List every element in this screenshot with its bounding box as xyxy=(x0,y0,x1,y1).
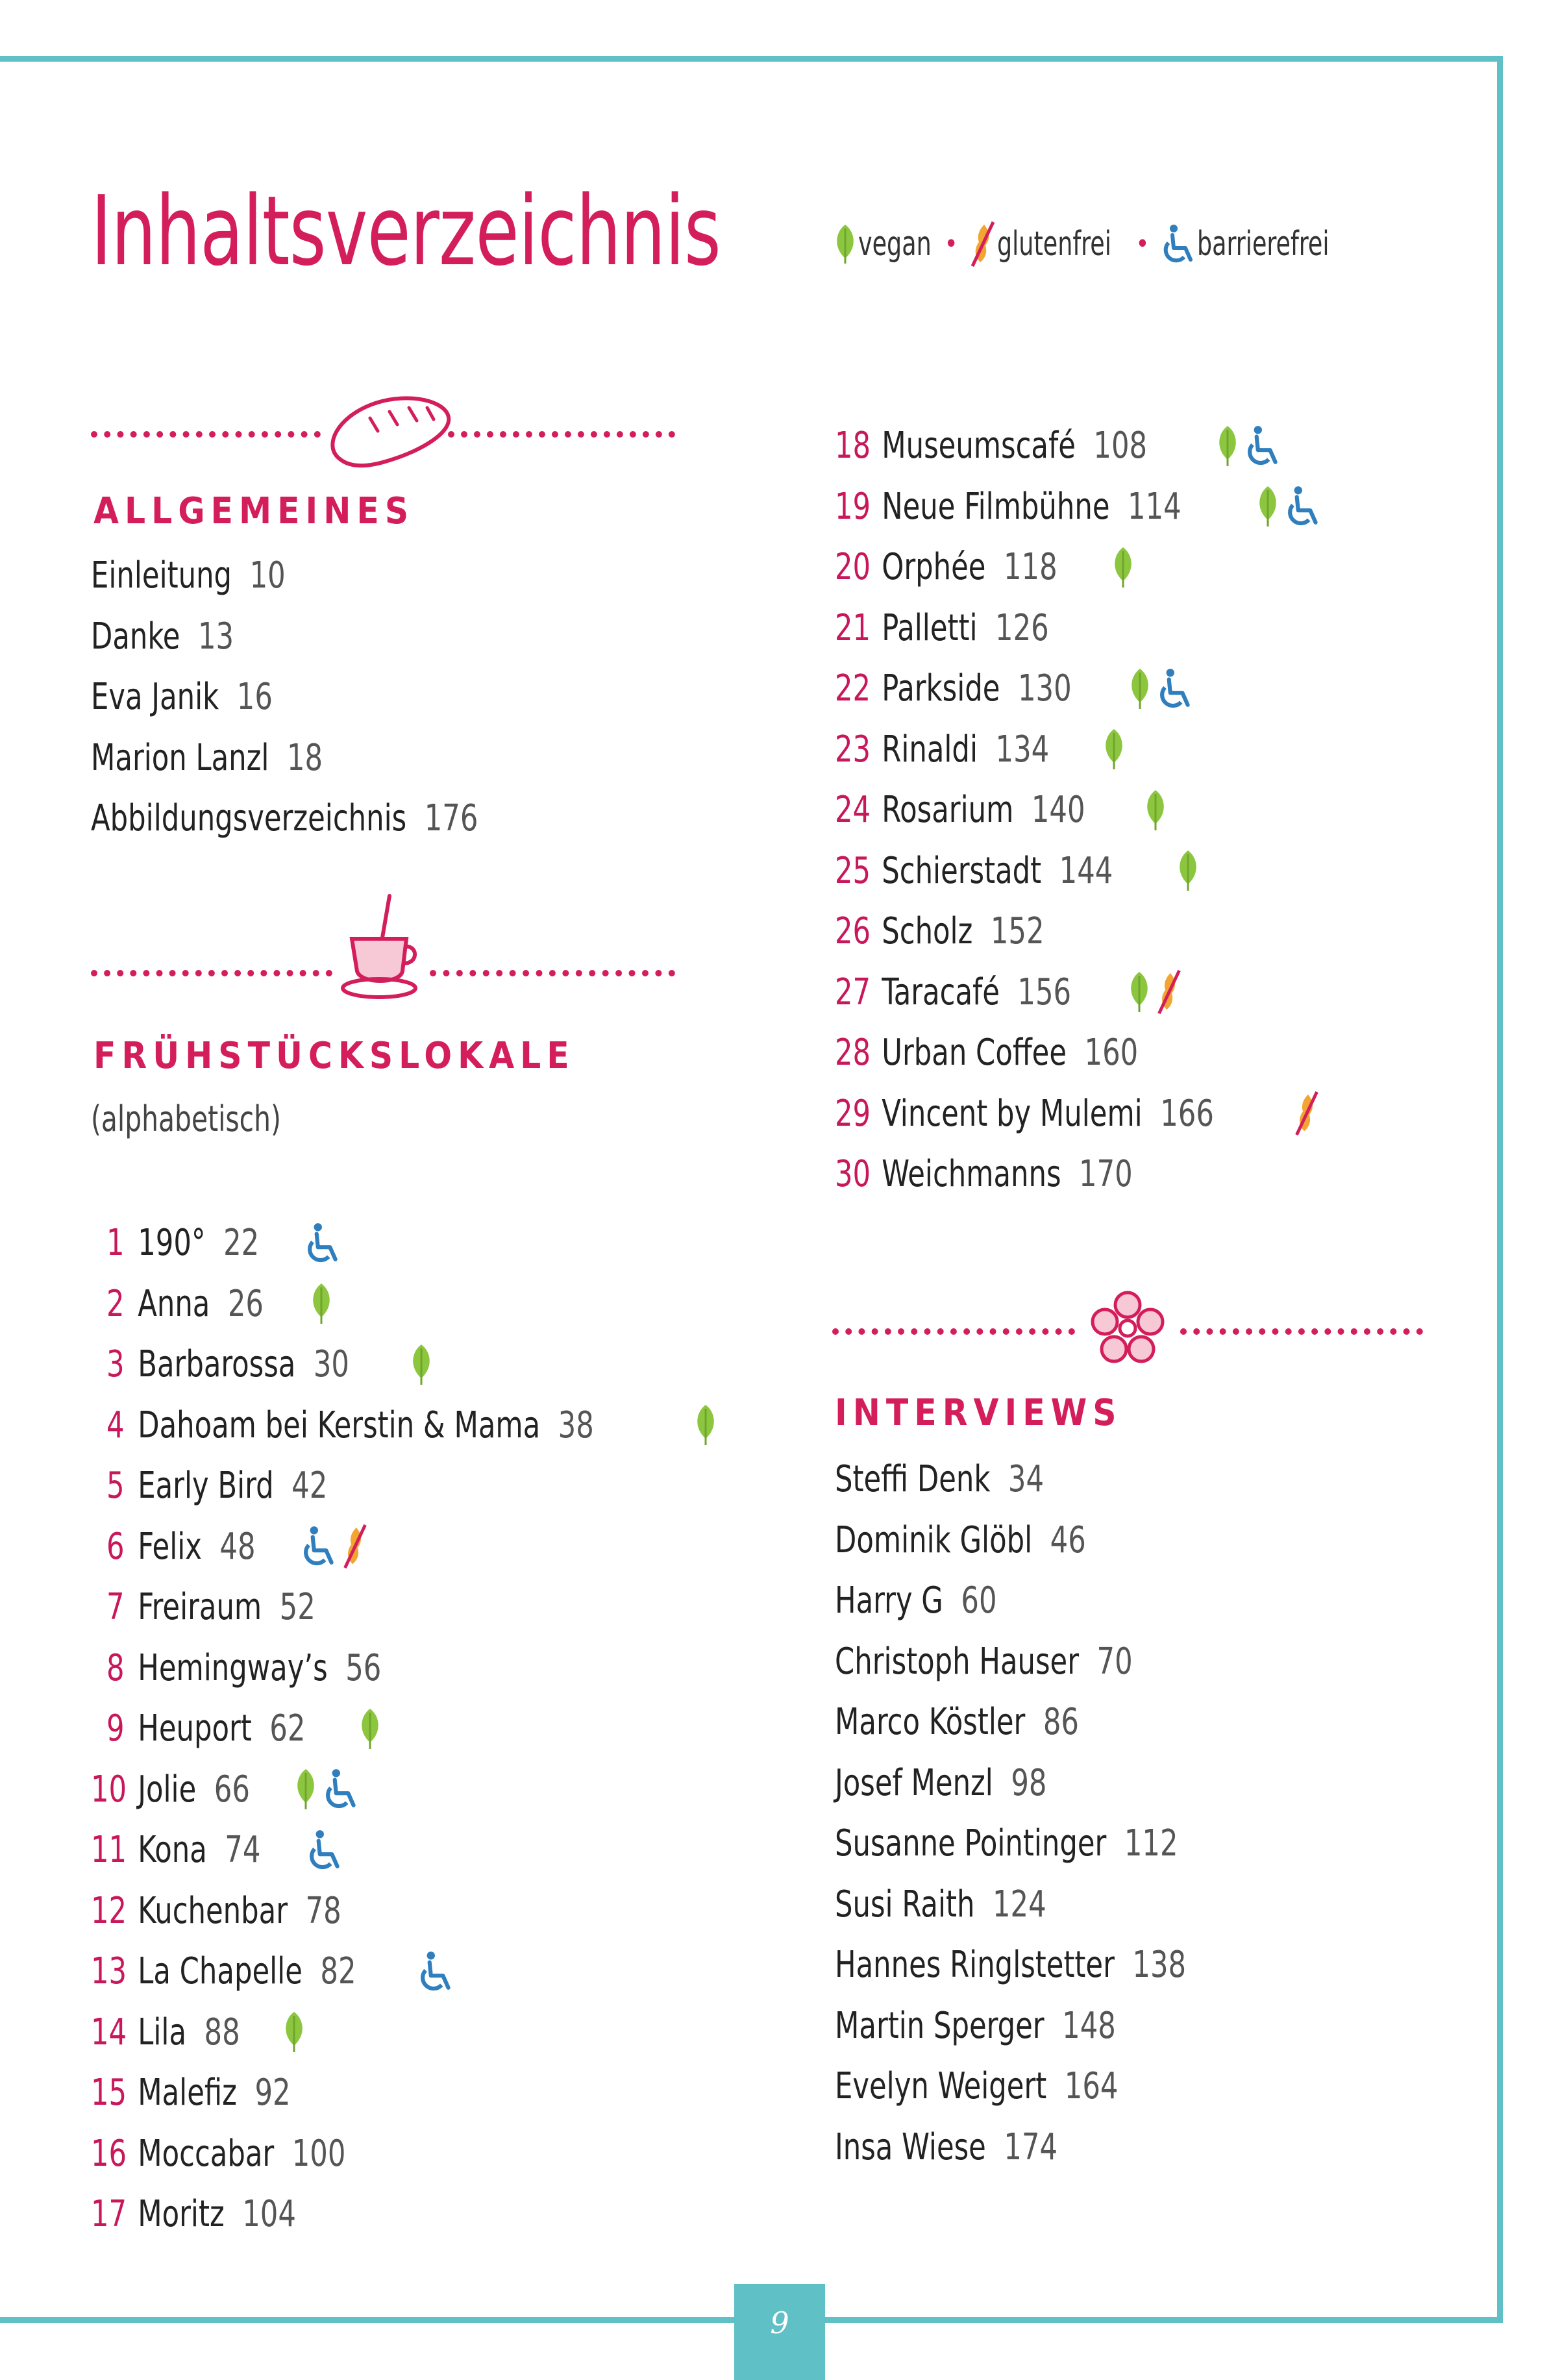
entry-page: 140 xyxy=(1031,789,1085,832)
entry-page: 82 xyxy=(320,1950,356,1993)
entry-number: 11 xyxy=(91,1829,127,1872)
entry-name: Evelyn Weigert xyxy=(835,2065,1047,2108)
list-item[interactable] xyxy=(91,1759,719,1820)
leaf-icon xyxy=(308,1282,334,1325)
entry-name: Christoph Hauser xyxy=(835,1640,1080,1683)
entry-number: 12 xyxy=(91,1889,127,1932)
entry-page: 148 xyxy=(1062,2004,1116,2047)
entry-number: 26 xyxy=(835,910,871,953)
list-item[interactable] xyxy=(91,1456,719,1517)
entry-name: Moccabar xyxy=(138,2132,275,2175)
entry-name: Vincent by Mulemi xyxy=(882,1092,1143,1135)
gluten-free-icon xyxy=(1292,1091,1321,1136)
entry-number: 30 xyxy=(835,1153,871,1196)
list-item[interactable] xyxy=(91,1395,719,1456)
entry-name: Museumscafé xyxy=(882,425,1076,467)
entry-text xyxy=(91,1586,315,1628)
wheelchair-icon xyxy=(321,1768,360,1811)
entry-text xyxy=(91,615,234,658)
entry-text xyxy=(91,2072,291,2114)
entry-text xyxy=(835,850,1113,892)
entry-number: 9 xyxy=(106,1707,125,1750)
entry-text xyxy=(835,728,1049,771)
entry-text xyxy=(835,789,1085,831)
entry-page: 114 xyxy=(1128,485,1181,528)
entry-page: 160 xyxy=(1084,1032,1139,1074)
entry-number: 27 xyxy=(835,971,871,1013)
entry-text xyxy=(835,1944,1186,1986)
list-item[interactable] xyxy=(835,1084,1322,1145)
entry-number: 19 xyxy=(835,485,871,528)
entry-page: 10 xyxy=(249,554,286,597)
entry-text xyxy=(91,1404,594,1446)
list-item[interactable] xyxy=(91,1881,719,1942)
entry-page: 100 xyxy=(291,2132,346,2175)
entry-name: Neue Filmbühne xyxy=(882,485,1110,528)
entry-number: 7 xyxy=(106,1586,125,1629)
list-item[interactable] xyxy=(91,1274,719,1335)
list-item[interactable] xyxy=(835,901,1322,962)
entry-text xyxy=(835,486,1181,528)
entry-text xyxy=(835,971,1071,1013)
entry-text xyxy=(91,1222,259,1264)
coffee-cup-icon xyxy=(339,893,423,1004)
entry-page: 34 xyxy=(1008,1458,1045,1501)
entry-markers xyxy=(1127,667,1194,710)
entry-text xyxy=(91,676,273,718)
entry-text xyxy=(91,1829,260,1871)
entry-name: Scholz xyxy=(882,910,973,953)
entry-markers xyxy=(357,1707,383,1750)
entry-number: 13 xyxy=(91,1950,127,1993)
entry-name: Eva Janik xyxy=(91,676,219,719)
list-item[interactable] xyxy=(91,1517,719,1578)
entry-markers xyxy=(1255,485,1322,528)
entry-page: 86 xyxy=(1043,1701,1079,1744)
entry-text xyxy=(835,1093,1214,1135)
list-item[interactable] xyxy=(835,598,1322,659)
entry-markers xyxy=(1143,789,1168,832)
list-item[interactable] xyxy=(835,477,1322,538)
list-item[interactable] xyxy=(91,1820,719,1881)
entry-markers xyxy=(1101,728,1127,771)
section-heading-allgemeines: ALLGEMEINES xyxy=(93,490,415,532)
entry-page: 13 xyxy=(197,615,234,658)
list-item[interactable] xyxy=(91,2063,719,2124)
entry-name: Barbarossa xyxy=(138,1343,296,1386)
entry-page: 56 xyxy=(345,1646,382,1689)
entry-text xyxy=(91,2011,240,2053)
entry-page: 88 xyxy=(204,2011,240,2053)
entry-page: 92 xyxy=(254,2072,291,2114)
list-item[interactable] xyxy=(835,1935,1243,1996)
entry-number: 14 xyxy=(91,2011,127,2053)
entry-text xyxy=(91,1890,341,1932)
entry-page: 170 xyxy=(1079,1153,1133,1196)
entry-markers xyxy=(693,1404,719,1446)
leaf-icon xyxy=(293,1768,319,1811)
list-item[interactable] xyxy=(835,2056,1243,2117)
entry-text xyxy=(91,1283,264,1325)
entry-page: 176 xyxy=(424,797,478,840)
entry-name: Orphée xyxy=(882,546,986,589)
list-item[interactable] xyxy=(835,1023,1322,1084)
entry-page: 18 xyxy=(286,736,323,779)
entry-page: 166 xyxy=(1160,1092,1214,1135)
entry-number: 6 xyxy=(106,1525,125,1568)
entry-name: Urban Coffee xyxy=(882,1032,1067,1074)
entry-text xyxy=(91,1465,327,1507)
entry-name: Moritz xyxy=(138,2193,225,2236)
list-item[interactable] xyxy=(835,537,1322,598)
entry-name: Martin Sperger xyxy=(835,2004,1045,2047)
entry-name: Rosarium xyxy=(882,789,1014,832)
entry-name: Freiraum xyxy=(138,1586,262,1629)
list-item[interactable] xyxy=(835,2117,1243,2178)
entry-page: 22 xyxy=(223,1222,260,1265)
entry-text xyxy=(835,2065,1118,2107)
list-item[interactable] xyxy=(835,415,1322,477)
entry-markers xyxy=(305,1829,344,1872)
list-item[interactable] xyxy=(91,1213,719,1274)
entry-name: Palletti xyxy=(882,606,978,649)
wheelchair-icon xyxy=(299,1525,338,1568)
entry-number: 20 xyxy=(835,546,871,589)
entry-number: 5 xyxy=(106,1465,125,1507)
entry-text xyxy=(835,546,1057,588)
entry-text xyxy=(835,910,1045,952)
entry-number: 8 xyxy=(106,1646,125,1689)
breakfast-list-right xyxy=(835,415,1322,1205)
leaf-icon xyxy=(1110,546,1136,589)
leaf-icon xyxy=(408,1343,434,1386)
entry-text xyxy=(91,2133,345,2175)
entry-markers xyxy=(299,1524,369,1569)
entry-name: Steffi Denk xyxy=(835,1458,991,1501)
entry-page: 98 xyxy=(1011,1761,1047,1804)
entry-text xyxy=(91,1768,250,1811)
entry-page: 46 xyxy=(1050,1518,1086,1561)
entry-page: 38 xyxy=(558,1404,594,1446)
entry-page: 124 xyxy=(992,1883,1046,1926)
entry-page: 48 xyxy=(219,1525,256,1568)
entry-page: 52 xyxy=(279,1586,315,1629)
entry-name: Einleitung xyxy=(91,554,232,597)
entry-markers xyxy=(416,1950,455,1993)
entry-text xyxy=(835,1153,1133,1195)
entry-number: 10 xyxy=(91,1768,127,1811)
entry-page: 144 xyxy=(1059,849,1113,892)
entry-name: Danke xyxy=(91,615,180,658)
list-item[interactable] xyxy=(91,2002,719,2063)
entry-page: 66 xyxy=(214,1768,250,1811)
wheelchair-icon xyxy=(1156,667,1194,710)
entry-text xyxy=(835,1458,1044,1500)
allgemeines-list xyxy=(91,545,541,849)
entry-number: 2 xyxy=(106,1282,125,1325)
entry-page: 156 xyxy=(1017,971,1072,1013)
list-item[interactable] xyxy=(835,841,1322,902)
entry-name: Kuchenbar xyxy=(138,1889,288,1932)
gluten-free-icon xyxy=(1155,969,1183,1015)
entry-markers xyxy=(1175,849,1201,892)
wheelchair-icon xyxy=(303,1222,342,1265)
entry-page: 26 xyxy=(227,1282,264,1325)
list-item[interactable] xyxy=(91,545,541,606)
entry-text xyxy=(91,2193,296,2235)
section-heading-interviews: INTERVIEWS xyxy=(835,1392,1122,1434)
entry-number: 24 xyxy=(835,789,871,832)
entry-name: Insa Wiese xyxy=(835,2126,986,2168)
list-item[interactable] xyxy=(91,2124,719,2185)
entry-number: 21 xyxy=(835,606,871,649)
entry-page: 30 xyxy=(313,1343,349,1386)
entry-page: 74 xyxy=(225,1829,261,1872)
entry-name: Susanne Pointinger xyxy=(835,1822,1107,1865)
gluten-free-icon xyxy=(341,1524,369,1569)
leaf-icon xyxy=(1175,849,1201,892)
entry-name: Anna xyxy=(138,1282,210,1325)
bread-icon xyxy=(325,386,454,477)
entry-name: Harry G xyxy=(835,1580,943,1622)
entry-text xyxy=(91,1950,356,1992)
entry-page: 16 xyxy=(236,676,273,719)
wheelchair-icon xyxy=(1159,223,1197,265)
entry-text xyxy=(91,1343,349,1385)
list-item[interactable] xyxy=(835,1813,1243,1874)
entry-page: 174 xyxy=(1004,2126,1058,2168)
entry-markers xyxy=(293,1768,360,1811)
entry-text xyxy=(835,607,1049,649)
entry-text xyxy=(835,1641,1133,1683)
entry-page: 78 xyxy=(305,1889,341,1932)
entry-number: 4 xyxy=(106,1404,125,1446)
entry-number: 18 xyxy=(835,425,871,467)
entry-number: 28 xyxy=(835,1032,871,1074)
entry-markers xyxy=(1126,969,1183,1015)
list-item[interactable] xyxy=(91,667,541,728)
list-item[interactable] xyxy=(835,1570,1243,1631)
entry-name: Kona xyxy=(138,1829,207,1872)
wheelchair-icon xyxy=(416,1950,455,1993)
interviews-list xyxy=(835,1449,1243,2177)
entry-markers xyxy=(1215,425,1282,467)
divider-flower xyxy=(832,1291,1423,1369)
list-item[interactable] xyxy=(835,1874,1243,1935)
entry-markers xyxy=(1110,546,1136,589)
entry-number: 22 xyxy=(835,667,871,710)
list-item[interactable] xyxy=(835,962,1322,1023)
list-item[interactable] xyxy=(91,2184,719,2245)
entry-name: Susi Raith xyxy=(835,1883,975,1926)
entry-text xyxy=(835,425,1147,467)
list-item[interactable] xyxy=(91,788,541,849)
entry-markers xyxy=(408,1343,434,1386)
leaf-icon xyxy=(1126,971,1152,1013)
entry-text xyxy=(835,1032,1138,1074)
entry-text xyxy=(835,1580,997,1622)
leaf-icon xyxy=(693,1404,719,1446)
entry-name: Jolie xyxy=(138,1768,197,1811)
entry-markers xyxy=(303,1222,342,1265)
entry-number: 25 xyxy=(835,849,871,892)
breakfast-list-left xyxy=(91,1213,719,2245)
legend-accessible: barrierefrei xyxy=(1197,225,1329,264)
list-item[interactable] xyxy=(835,1510,1243,1571)
entry-name: Heuport xyxy=(138,1707,252,1750)
entry-text xyxy=(91,737,323,779)
entry-markers xyxy=(308,1282,334,1325)
entry-page: 42 xyxy=(291,1465,328,1507)
page-title: Inhaltsverzeichnis xyxy=(91,175,721,287)
entry-name: Hemingway’s xyxy=(138,1646,328,1689)
entry-number: 1 xyxy=(106,1222,125,1265)
list-item[interactable] xyxy=(835,1631,1243,1692)
entry-page: 130 xyxy=(1017,667,1072,710)
entry-text xyxy=(835,1519,1086,1561)
leaf-icon xyxy=(281,2011,307,2053)
list-item[interactable] xyxy=(91,606,541,667)
entry-name: Lila xyxy=(138,2011,187,2053)
leaf-icon xyxy=(1143,789,1168,832)
list-item[interactable] xyxy=(835,780,1322,841)
entry-page: 104 xyxy=(242,2193,296,2236)
entry-number: 16 xyxy=(91,2132,127,2175)
list-item[interactable] xyxy=(835,1996,1243,2057)
entry-name: Dominik Glöbl xyxy=(835,1518,1033,1561)
list-item[interactable] xyxy=(835,1753,1243,1814)
list-item[interactable] xyxy=(835,1692,1243,1753)
entry-number: 29 xyxy=(835,1092,871,1135)
entry-number: 15 xyxy=(91,2072,127,2114)
list-item[interactable] xyxy=(91,1638,719,1699)
wheelchair-icon xyxy=(305,1829,344,1872)
separator-dot: • xyxy=(944,229,958,259)
entry-text xyxy=(835,667,1072,710)
list-item[interactable] xyxy=(91,728,541,789)
entry-text xyxy=(91,1526,256,1568)
entry-text xyxy=(835,1822,1178,1865)
entry-text xyxy=(91,1647,381,1689)
leaf-icon xyxy=(1127,667,1153,710)
list-item[interactable] xyxy=(835,1449,1243,1510)
list-item[interactable] xyxy=(835,1144,1322,1205)
entry-text xyxy=(835,2126,1057,2168)
entry-name: Marion Lanzl xyxy=(91,736,269,779)
entry-text xyxy=(91,1707,305,1750)
list-item[interactable] xyxy=(91,1941,719,2002)
legend xyxy=(832,218,1348,270)
entry-page: 134 xyxy=(995,728,1050,771)
legend-vegan: vegan xyxy=(858,225,932,264)
section-heading-fruehstueck: FRÜHSTÜCKSLOKALE xyxy=(93,1035,575,1077)
entry-name: Hannes Ringlstetter xyxy=(835,1944,1115,1987)
flower-icon xyxy=(1091,1291,1165,1365)
entry-name: Dahoam bei Kerstin & Mama xyxy=(138,1404,541,1446)
list-item[interactable] xyxy=(91,1698,719,1759)
entry-page: 118 xyxy=(1003,546,1057,589)
divider-cup xyxy=(91,932,675,1010)
entry-page: 126 xyxy=(995,606,1049,649)
entry-name: Abbildungsverzeichnis xyxy=(91,797,407,840)
entry-page: 112 xyxy=(1124,1822,1178,1865)
entry-name: Marco Köstler xyxy=(835,1701,1026,1744)
entry-page: 164 xyxy=(1064,2065,1119,2108)
leaf-icon xyxy=(1101,728,1127,771)
entry-name: Malefiz xyxy=(138,2072,237,2114)
section-subheading: (alphabetisch) xyxy=(91,1098,281,1139)
entry-text xyxy=(835,2005,1116,2047)
separator-dot: • xyxy=(1135,229,1150,259)
list-item[interactable] xyxy=(835,658,1322,719)
list-item[interactable] xyxy=(91,1334,719,1395)
entry-page: 138 xyxy=(1132,1944,1187,1987)
entry-name: Rinaldi xyxy=(882,728,978,771)
entry-number: 17 xyxy=(91,2193,127,2236)
wheelchair-icon xyxy=(1283,485,1322,528)
leaf-icon xyxy=(1215,425,1241,467)
entry-number: 3 xyxy=(106,1343,125,1386)
entry-name: Weichmanns xyxy=(882,1153,1061,1196)
gluten-free-icon xyxy=(969,221,997,267)
list-item[interactable] xyxy=(835,719,1322,780)
entry-name: 190° xyxy=(138,1222,206,1265)
page-number: 9 xyxy=(734,2284,825,2380)
entry-page: 60 xyxy=(961,1580,997,1622)
entry-page: 152 xyxy=(990,910,1045,953)
legend-glutenfree: glutenfrei xyxy=(996,225,1111,264)
entry-name: La Chapelle xyxy=(138,1950,303,1993)
entry-text xyxy=(835,1762,1046,1804)
entry-number: 23 xyxy=(835,728,871,771)
entry-page: 62 xyxy=(269,1707,306,1750)
entry-page: 70 xyxy=(1096,1640,1133,1683)
entry-name: Early Bird xyxy=(138,1465,274,1507)
entry-name: Parkside xyxy=(882,667,1000,710)
entry-page: 108 xyxy=(1093,425,1148,467)
divider-bread xyxy=(91,393,675,471)
entry-text xyxy=(835,1883,1046,1926)
entry-text xyxy=(91,797,478,839)
list-item[interactable] xyxy=(91,1577,719,1638)
entry-text xyxy=(835,1701,1079,1743)
entry-name: Taracafé xyxy=(882,971,1000,1013)
entry-text xyxy=(91,554,286,597)
leaf-icon xyxy=(832,223,858,265)
leaf-icon xyxy=(1255,485,1281,528)
wheelchair-icon xyxy=(1243,425,1282,467)
leaf-icon xyxy=(357,1707,383,1750)
entry-name: Schierstadt xyxy=(882,849,1042,892)
entry-markers xyxy=(1292,1091,1321,1136)
entry-name: Josef Menzl xyxy=(835,1761,993,1804)
entry-name: Felix xyxy=(138,1525,202,1568)
entry-markers xyxy=(281,2011,307,2053)
